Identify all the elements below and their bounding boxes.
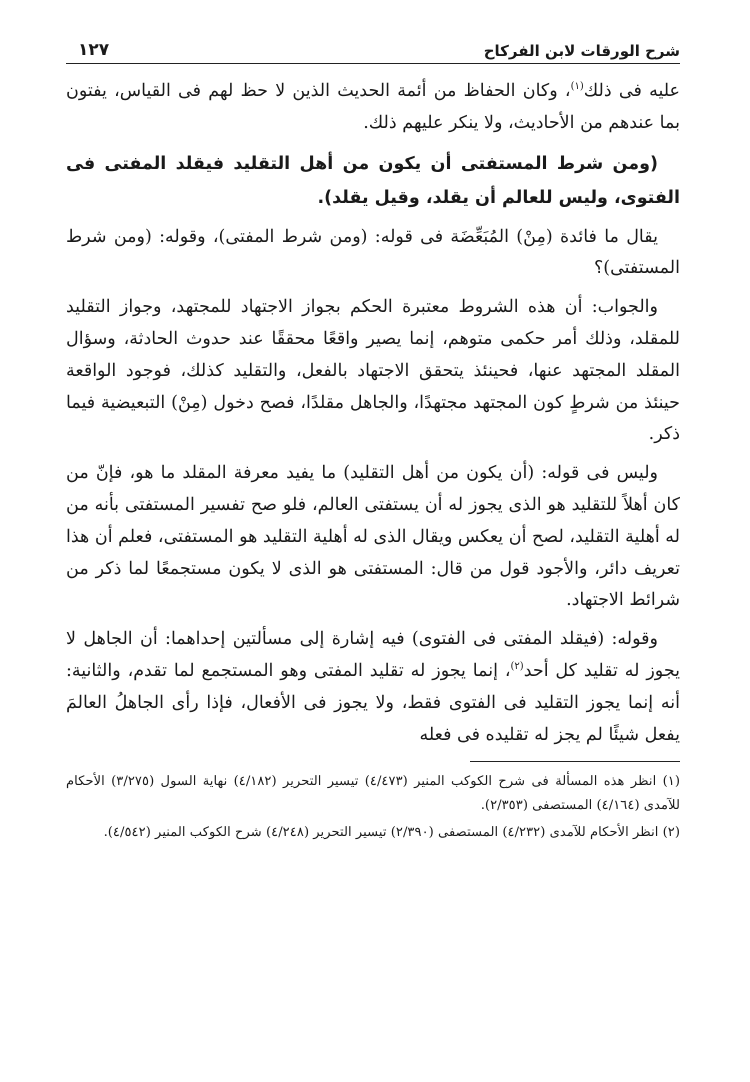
footnote-divider — [470, 761, 680, 762]
page-header — [66, 30, 680, 64]
paragraph-3: والجواب: أن هذه الشروط معتبرة الحكم بجواز الاجتهاد للمجتهد، وجواز التقليد للمقلد، وذلك أمر حكمى متوهم، إنما يصير واقعًا محققًا عند حدوث الحادثة، وسؤال المقلد المجتهد عنها، فحينئذ يتحقق الاجتهاد بالفعل، والتقليد كذلك، فوجود الواقعة حينئذ من شرطٍ كون المجتهد مجتهدًا، والجاهل مقلدًا، فصح دخول (مِنْ) التبعيضية فيما ذكر. — [66, 297, 680, 445]
footnote-2: (٢) انظر الأحكام للآمدى (٤/٢٣٢) المستصفى (٢/٣٩٠) تيسير التحرير (٤/٢٤٨) شرح الكوكب المنير (٤/٥٤٢). — [103, 825, 680, 841]
footnote-1: (١) انظر هذه المسألة فى شرح الكوكب المنير (٤/٤٧٣) تيسير التحرير (٤/١٨٢) نهاية السول (٣/٢٧٥) الأحكام للآمدى (٤/١٦٤) المستصفى (٢/٣٥٣). — [66, 774, 680, 813]
paragraph-5 — [66, 624, 680, 751]
footnote-ref: (١) — [570, 81, 584, 93]
paragraph-2: يقال ما فائدة (مِنْ) المُبَعِّضَة فى قوله: (ومن شرط المفتى)، وقوله: (ومن شرط المستفتى)؟ — [66, 226, 680, 279]
paragraph-text: وقوله: (فيقلد المفتى فى الفتوى) فيه إشارة إلى مسألتين إحداهما: أن الجاهل لا يجوز له تقليد كل أحد — [66, 629, 680, 681]
paragraph-text: ، إنما يجوز له تقليد المفتى وهو المستجمع لما تقدم، والثانية: أنه إنما يجوز التقليد فى الفتوى فقط، ولا يجوز فى الأفعال، فإذا رأى الجاهلُ العالمَ يفعل شيئًا لم يجز له تقليده فى فعله — [66, 660, 680, 745]
footnote-ref: (٢) — [510, 661, 524, 673]
paragraph-text: ، وكان الحفاظ من أئمة الحديث الذين لا حظ لهم فى القياس، يفتون بما عندهم من الأحاديث، ولا ينكر عليهم ذلك. — [66, 81, 680, 133]
paragraph-text: عليه فى ذلك — [583, 81, 680, 101]
book-page — [66, 30, 680, 1062]
main-text — [66, 76, 680, 751]
matn-quote: (ومن شرط المستفتى أن يكون من أهل التقليد فيقلد المفتى فى الفتوى، وليس للعالم أن يقلد، وقيل يقلد). — [66, 153, 680, 208]
page-number: ١٢٧ — [78, 40, 110, 60]
paragraph-4: وليس فى قوله: (أن يكون من أهل التقليد) ما يفيد معرفة المقلد ما هو، فإنّ من كان أهلاً للتقليد هو الذى يجوز له أن يستفتى العالم، فلو صح تفسير المستفتى بأنه من له أهلية التقليد، لصح أن يعكس ويقال الذى له أهلية التقليد هو المستفتى، فعلم أن هذا تعريف دائر، والأجود قول من قال: المستفتى هو الذى لا يكون مستجمعًا لما ذكر من شرائط الاجتهاد. — [66, 463, 680, 611]
paragraph-1 — [66, 76, 680, 140]
footnotes — [66, 770, 680, 845]
running-title: شرح الورقات لابن الفركاح — [483, 42, 680, 60]
